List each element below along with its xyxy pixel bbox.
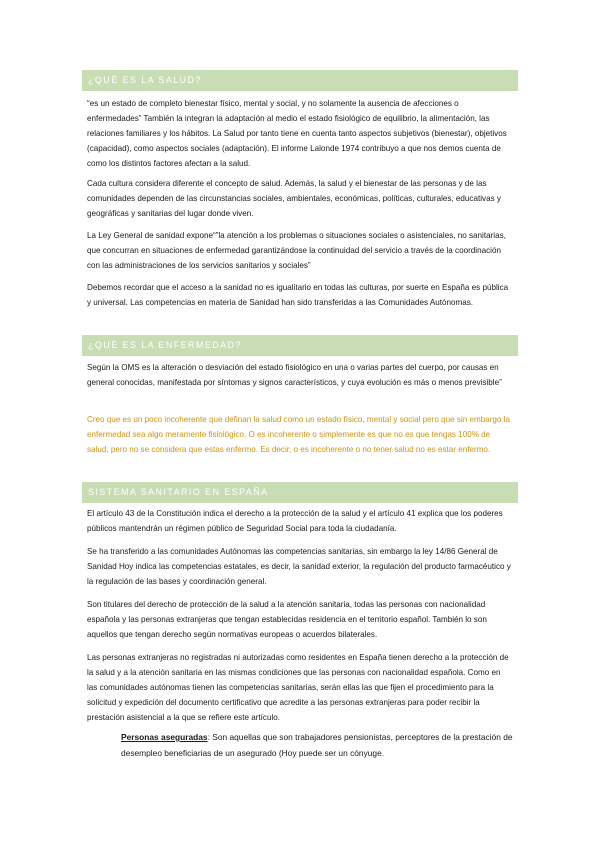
term-personas-aseguradas: Personas aseguradas xyxy=(121,732,208,742)
definition-personas-aseguradas: : Son aquellas que son trabajadores pensionistas, perceptores de la prestación de desempleo beneficiarias de un asegurado (Hoy puede ser un cónyuge. xyxy=(121,732,513,758)
paragraph-salud-definition: “es un estado de completo bienestar físico, mental y social, y no solamente la ausencia de afecciones o enfermedades” También la integran la adaptación al medio el estado fisiológico de equilibrio, la alimentación, las relaciones familiares y los hábitos. La Salud por tanto tiene en cuenta tanto aspectos subjetivos (bienestar), objetivos (capacidad), como aspectos sociales (adaptación). El informe Lalonde 1974 contribuyo a que nos demos cuenta de como los distintos factores afectan a la salud. xyxy=(87,99,507,168)
paragraph-enfermedad-definition: Según la OMS es la alteración o desviación del estado fisiológico en una o varias partes del cuerpo, por causas en general conocidas, manifestada por síntomas y signos característicos, y cuya evolución es más o menos previsible” xyxy=(87,363,502,387)
paragraph-ley-general: La Ley General de sanidad expone“”la atención a los problemas o situaciones sociales o asistenciales, no sanitarias, que concurran en situaciones de enfermedad garantizándose la continuidad del servicio a través de la coordinación con las administraciones de los servicios sanitarios y sociales” xyxy=(87,231,506,270)
paragraph-competencias: Se ha transferido a las comunidades Autónomas las competencias sanitarias, sin embargo la ley 14/86 General de Sanidad Hoy indica las competencias estatales, es decir, la sanidad exterior, la regulación del producto farmacéutico y la regulación de las bases y coordinación general. xyxy=(87,547,511,586)
paragraph-acceso-sanidad: Debemos recordar que el acceso a la sanidad no es igualitario en todas las culturas, por suerte en España es pública y universal. Las competencias en materia de Sanidad han sido transferidas a las Comunidades Autónomas. xyxy=(87,283,509,307)
paragraph-enfermedad-opinion: Creo que es un poco incoherente que definan la salud como un estado físico, mental y social pero que sin embargo la enfermedad sea algo meramente fisiológico. O es incoherente o simplemente es que no es que tengas 100% de salud, pero no se considera que estas enfermo. Es decir, o es incoherente o no tener salud no es estar enfermo. xyxy=(87,415,510,454)
paragraph-personas-aseguradas xyxy=(121,730,513,761)
paragraph-extranjeros: Las personas extranjeras no registradas ni autorizadas como residentes en España tienen derecho a la protección de la salud y a la atención sanitaria en las mismas condiciones que las personas con nacionalidad española. Como en las comunidades autónomas tienen las competencias sanitarias, serán ellas las que fijen el procedimiento para la solicitud y expedición del documento certificativo que acredite a las personas extranjeras para poder recibir la prestación asistencial a la que se refiere este artículo. xyxy=(87,653,509,722)
paragraph-salud-culture: Cada cultura considera diferente el concepto de salud. Además, la salud y el bienestar de las personas y de las comunidades dependen de las circunstancias sociales, ambientales, económicas, políticas, culturales, educativas y geográficas y sanitarias del lugar donde viven. xyxy=(87,179,501,218)
section-heading-salud: ¿QUÉ ES LA SALUD? xyxy=(82,70,518,91)
section-heading-enfermedad: ¿QUÉ ES LA ENFERMEDAD? xyxy=(82,335,518,356)
paragraph-constitucion: El artículo 43 de la Constitución indica el derecho a la protección de la salud y el artículo 41 explica que los poderes públicos mantendrán un régimen público de Seguridad Social para toda la ciudadanía. xyxy=(87,509,503,533)
paragraph-titulares: Son titulares del derecho de protección de la salud a la atención sanitaria, todas las personas con nacionalidad española y las personas extranjeras que tengan establecidas residencia en el territorio español. También lo son aquellos que tengan derecho según normativas europeas o acuerdos bilaterales. xyxy=(87,600,487,639)
section-heading-sistema-sanitario: SISTEMA SANITARIO EN ESPAÑA xyxy=(82,482,518,503)
